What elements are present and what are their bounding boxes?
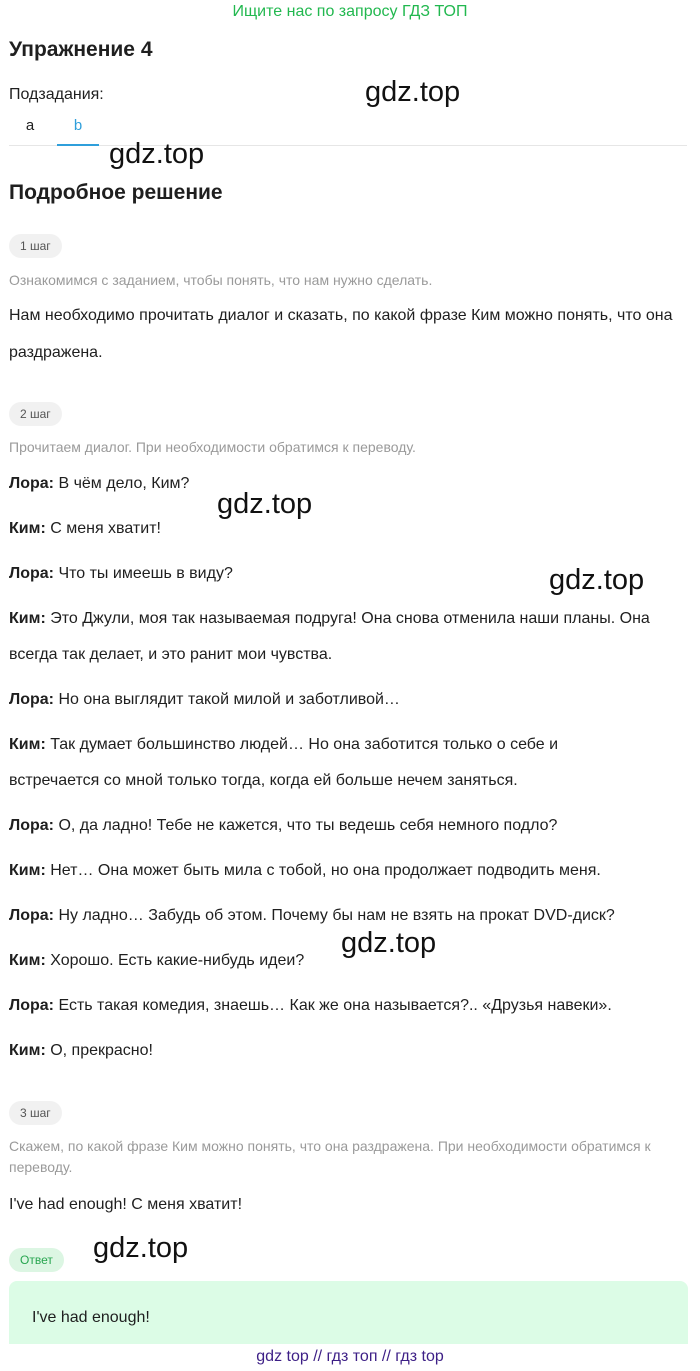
dialog-text: Есть такая комедия, знаешь… Как же она называется?.. «Друзья навеки». (54, 997, 612, 1014)
subtasks-label: Подзадания: (9, 86, 104, 103)
dialog-line (9, 511, 697, 547)
exercise-title: Упражнение 4 (9, 38, 153, 61)
watermark: gdz.top (109, 138, 205, 170)
dialog-text: О, прекрасно! (45, 1042, 153, 1059)
dialog-text: С меня хватит! (45, 520, 161, 537)
solution-title: Подробное решение (9, 181, 223, 204)
dialog-speaker: Ким: (9, 952, 46, 969)
answer-text: I've had enough! (32, 1309, 150, 1326)
step-3-hint: Скажем, по какой фразе Ким можно понять, что она раздражена. При необходимости обратимся к переводу. (9, 1138, 651, 1175)
top-banner: Ищите нас по запросу ГДЗ ТОП (232, 3, 468, 20)
watermark: gdz.top (217, 488, 313, 520)
step-3-text: I've had enough! С меня хватит! (9, 1196, 243, 1213)
dialog-line (9, 727, 639, 799)
dialog-text: В чём дело, Ким? (54, 475, 190, 492)
dialog-speaker: Ким: (9, 736, 46, 753)
dialog-speaker: Лора: (9, 565, 54, 582)
dialog-speaker: Лора: (9, 691, 54, 708)
watermark: gdz.top (341, 927, 437, 959)
dialog-line (9, 682, 697, 718)
dialog-text: О, да ладно! Тебе не кажется, что ты ведешь себя немного подло? (54, 817, 558, 834)
dialog-text: Хорошо. Есть какие-нибудь идеи? (45, 952, 305, 969)
dialog-speaker: Лора: (9, 997, 54, 1014)
dialog-line (9, 1033, 697, 1069)
step-2-hint: Прочитаем диалог. При необходимости обратимся к переводу. (9, 439, 416, 455)
dialog-speaker: Ким: (9, 520, 46, 537)
dialog-speaker: Лора: (9, 475, 54, 492)
footer-links[interactable]: gdz top // гдз топ // гдз top (0, 1344, 700, 1371)
step-2-badge: 2 шаг (9, 402, 62, 426)
dialog-speaker: Лора: (9, 907, 54, 924)
dialog-text: Так думает большинство людей… Но она заботится только о себе и встречается со мной только тогда, когда ей больше нечем заняться. (9, 736, 559, 789)
dialog-text: Что ты имеешь в виду? (54, 565, 233, 582)
watermark: gdz.top (93, 1232, 189, 1264)
step-1-badge: 1 шаг (9, 234, 62, 258)
dialog-speaker: Ким: (9, 610, 46, 627)
dialog-text: Нет… Она может быть мила с тобой, но она продолжает подводить меня. (45, 862, 601, 879)
answer-box (9, 1281, 688, 1344)
watermark: gdz.top (365, 76, 461, 108)
dialog-speaker: Ким: (9, 1042, 46, 1059)
dialog-text: Это Джули, моя так называемая подруга! Она снова отменила наши планы. Она всегда так делает, и это ранит мои чувства. (9, 610, 650, 663)
step-3-badge: 3 шаг (9, 1101, 62, 1125)
dialog-speaker: Лора: (9, 817, 54, 834)
watermark: gdz.top (549, 564, 645, 596)
tab-b[interactable]: b (57, 112, 99, 146)
dialog-line (9, 988, 697, 1024)
dialog-line (9, 466, 697, 502)
step-1-hint: Ознакомимся с заданием, чтобы понять, что нам нужно сделать. (9, 272, 433, 288)
answer-badge: Ответ (9, 1248, 64, 1272)
dialog-line (9, 601, 697, 673)
dialog-line (9, 808, 697, 844)
dialog-speaker: Ким: (9, 862, 46, 879)
dialog-text: Ну ладно… Забудь об этом. Почему бы нам не взять на прокат DVD-диск? (54, 907, 615, 924)
dialog-line (9, 853, 697, 889)
dialog-text: Но она выглядит такой милой и заботливой… (54, 691, 400, 708)
step-1-text: Нам необходимо прочитать диалог и сказать, по какой фразе Ким можно понять, что она раздражена. (9, 307, 673, 361)
tab-a[interactable]: a (25, 117, 35, 134)
